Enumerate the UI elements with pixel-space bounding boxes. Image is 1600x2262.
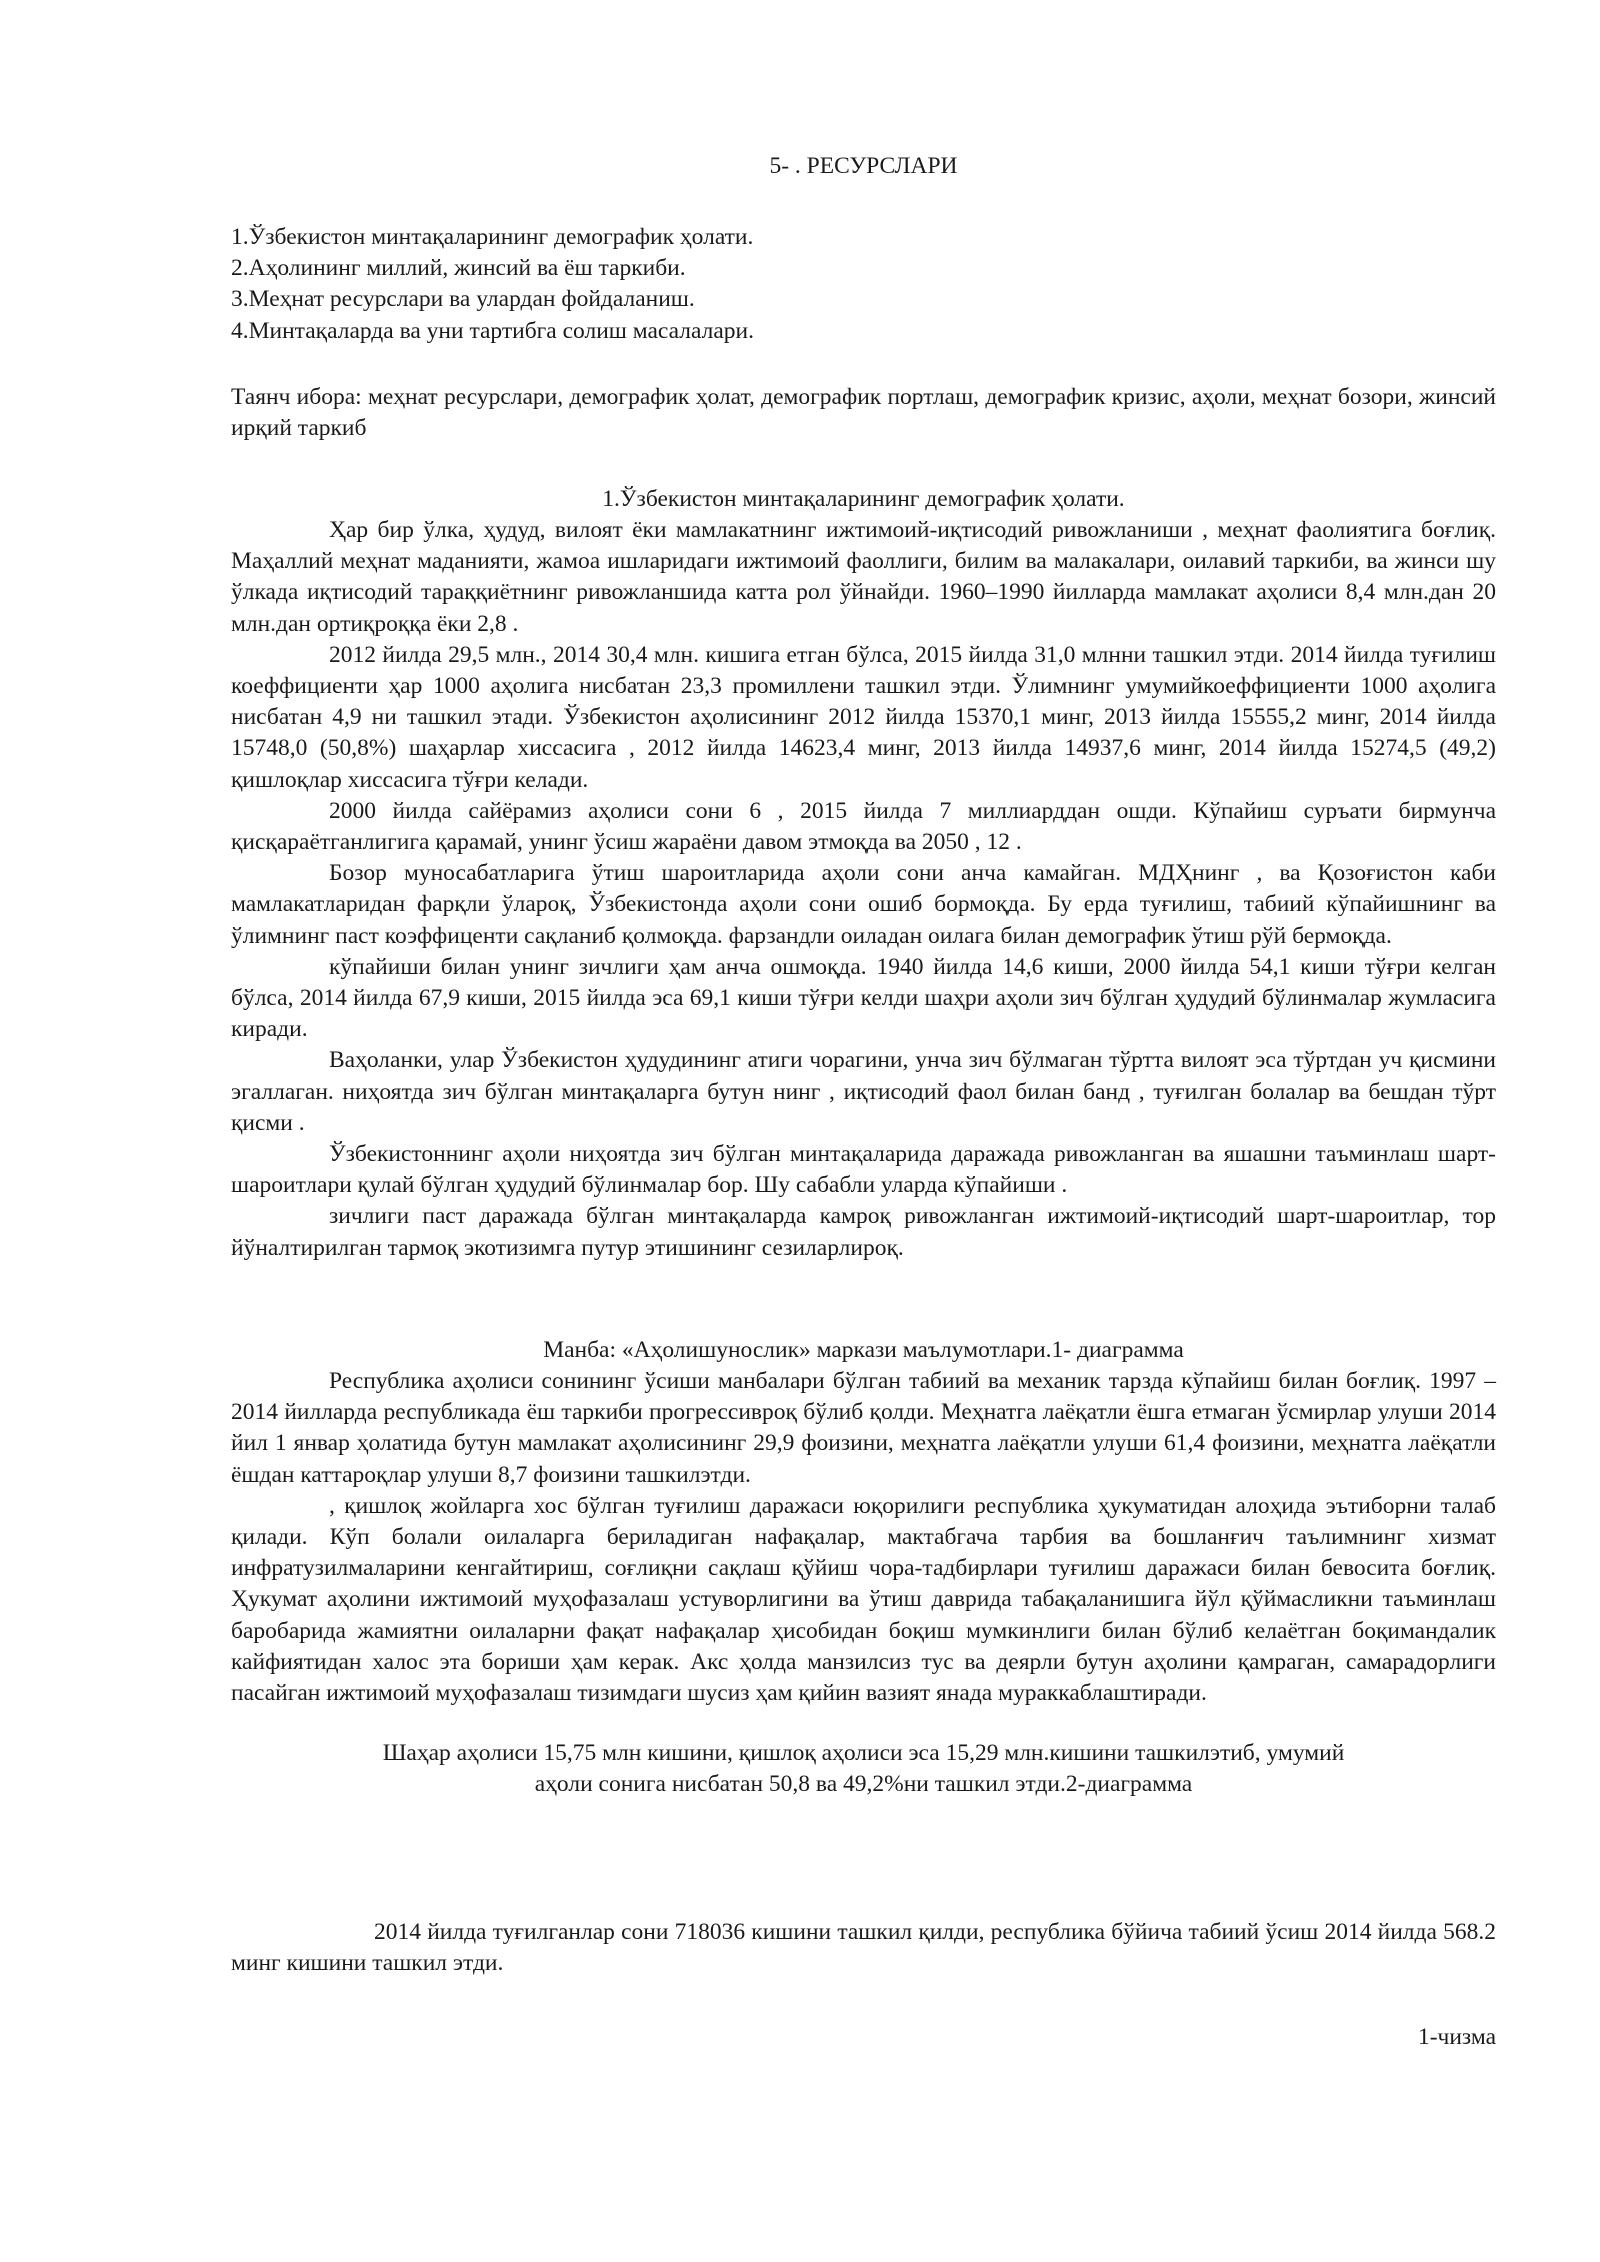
- body-paragraph: 2000 йилда сайёрамиз аҳолиси сони 6 , 2015 йилда 7 миллиарддан ошди. Кўпайиш суръати бирмунча қисқараётганлигига қарамай, унинг ўсиш жараёни давом этмоқда ва 2050 , 12 .: [231, 797, 1496, 856]
- document-title: 5- . РЕСУРСЛАРИ: [769, 153, 958, 179]
- topic-item: 4.Минтақаларда ва уни тартибга солиш масалалари.: [231, 317, 754, 344]
- figure-label: 1-чизма: [1417, 2024, 1496, 2050]
- urban-population-note: [231, 1738, 1496, 1800]
- section-body: [231, 515, 1496, 1264]
- body-paragraph: зичлиги паст даражада бўлган минтақаларда камроқ ривожланган ижтимоий-иқтисодий шарт-шароитлар, тор йўналтирилган тармоқ экотизимга путур этишининг сезиларлироқ.: [231, 1203, 1496, 1261]
- body-paragraph: Республика аҳолиси сонининг ўсиши манбалари бўлган табиий ва механик тарзда кўпайиш билан боғлиқ. 1997 – 2014 йилларда республикада ёш таркиби прогрессивроқ бўлиб қолди. Меҳнатга лаёқатли ёшга етмаган ўсмирлар улуши 2014 йил 1 январ ҳолатида бутун мамлакат аҳолисининг 29,9 фоизини, меҳнатга лаёқатли улуши 61,4 фоизини, меҳнатга лаёқатли ёшдан каттароқлар улуши 8,7 фоизини ташкилэтди.: [231, 1368, 1496, 1488]
- body-paragraph: Ўзбекистоннинг аҳоли ниҳоятда зич бўлган минтақаларида даражада ривожланган ва яшашни таъминлаш шарт-шароитлари қулай бўлган ҳудудий бўлинмалар бор. Шу сабабли уларда кўпайиши .: [231, 1141, 1496, 1199]
- topic-item: 1.Ўзбекистон минтақаларининг демографик ҳолати.: [231, 224, 754, 250]
- body-paragraph: 2012 йилда 29,5 млн., 2014 30,4 млн. кишига етган бўлса, 2015 йилда 31,0 млнни ташкил этди. 2014 йилда туғилиш коеффициенти ҳар 1000 аҳолига нисбатан 23,3 промиллени ташкил этди. Ўлимнинг умумийкоеффициенти 1000 аҳолига нисбатан 4,9 ни ташкил этади. Ўзбекистон аҳолисининг 2012 йилда 15370,1 минг, 2013 йилда 15555,2 минг, 2014 йилда 15748,0 (50,8%) шаҳарлар хиссасига , 2012 йилда 14623,4 минг, 2013 йилда 14937,6 минг, 2014 йилда 15274,5 (49,2) қишлоқлар хиссасига тўғри келади.: [231, 641, 1496, 793]
- body-paragraph: кўпайиши билан унинг зичлиги ҳам анча ошмоқда. 1940 йилда 14,6 киши, 2000 йилда 54,1 киши тўғри келган бўлса, 2014 йилда 67,9 киши, 2015 йилда эса 69,1 киши тўғри келди шаҳри аҳоли зич бўлган ҳудудий бўлинмалар жумласига киради.: [231, 953, 1496, 1043]
- births-paragraph: 2014 йилда туғилганлар сони 718036 кишини ташкил қилди, республика бўйича табиий ўсиш 2014 йилда 568.2 минг кишини ташкил этди.: [231, 1919, 1496, 1977]
- topic-list: [231, 222, 1496, 347]
- section-body-2: [231, 1366, 1496, 1709]
- body-paragraph: , қишлоқ жойларга хос бўлган туғилиш даражаси юқорилиги республика ҳукуматидан алоҳида эътиборни талаб қилади. Кўп болали оилаларга бериладиган нафақалар, мактабгача тарбия ва бошланғич таълимнинг хизмат инфратузилмаларини кенгайтириш, соғлиқни сақлаш қўйиш чора-тадбирлари туғилиш даражаси билан бевосита боғлиқ. Ҳукумат аҳолини ижтимоий муҳофазалаш устуворлигини ва ўтиш даврида табақаланишига йўл қўймасликни таъминлаш баробарида жамиятни оилаларни фақат нафақалар ҳисобидан боқиш мумкинлиги билан бўлиб келаётган боқимандалик кайфиятидан халос эта бориши ҳам керак. Акс ҳолда манзилсиз тус ва деярли бутун аҳолини қамраган, самарадорлиги пасайган ижтимоий муҳофазалаш тизимдаги шусиз ҳам қийин вазият янада мураккаблаштиради.: [231, 1492, 1496, 1707]
- urban-note-line: аҳоли сонига нисбатан 50,8 ва 49,2%ни ташкил этди.2-диаграмма: [534, 1771, 1193, 1798]
- source-caption: Манба: «Аҳолишунослик» маркази маълумотлари.1- диаграмма: [543, 1337, 1184, 1363]
- topic-item: 3.Меҳнат ресурслари ва улардан фойдаланиш.: [231, 286, 695, 313]
- body-paragraph: Ваҳоланки, улар Ўзбекистон ҳудудининг атиги чорагини, унча зич бўлмаган тўртта вилоят эса тўртдан уч қисмини эгаллаган. ниҳоятда зич бўлган минтақаларга бутун нинг , иқтисодий фаол билан банд , туғилган болалар ва бешдан тўрт қисми .: [231, 1047, 1496, 1136]
- body-paragraph: Бозор муносабатларига ўтиш шароитларида аҳоли сони анча камайган. МДҲнинг , ва Қозоғистон каби мамлакатларидан фарқли ўлароқ, Ўзбекистонда аҳоли сони ошиб бормоқда. Бу ерда туғилиш, табиий кўпайишнинг ва ўлимнинг паст коэффиценти сақланиб қолмоқда. фарзандли оиладан оилага билан демографик ўтиш рўй бермоқда.: [231, 860, 1496, 949]
- body-paragraph: Ҳар бир ўлка, ҳудуд, вилоят ёки мамлакатнинг ижтимоий-иқтисодий ривожланиши , меҳнат фаолиятига боғлиқ. Маҳаллий меҳнат маданияти, жамоа ишларидаги ижтимоий фаоллиги, билим ва малакалари, оилавий таркиби, ва жинси шу ўлкада иқтисодий тараққиётнинг ривожланшида катта рол ўйнайди. 1960–1990 йилларда мамлакат аҳолиси 8,4 млн.дан 20 млн.дан ортиқроққа ёки 2,8 .: [231, 517, 1496, 637]
- urban-note-line: Шаҳар аҳолиси 15,75 млн кишини, қишлоқ аҳолиси эса 15,29 млн.кишини ташкилэтиб, умумий: [382, 1740, 1345, 1766]
- section-title: 1.Ўзбекистон минтақаларининг демографик ҳолати.: [602, 486, 1125, 512]
- keywords-paragraph: Таянч ибора: меҳнат ресурслари, демографик ҳолат, демографик портлаш, демографик кризис, аҳоли, меҳнат бозори, жинсий ирқий таркиб: [231, 384, 1496, 442]
- topic-item: 2.Аҳолининг миллий, жинсий ва ёш таркиби.: [231, 255, 686, 282]
